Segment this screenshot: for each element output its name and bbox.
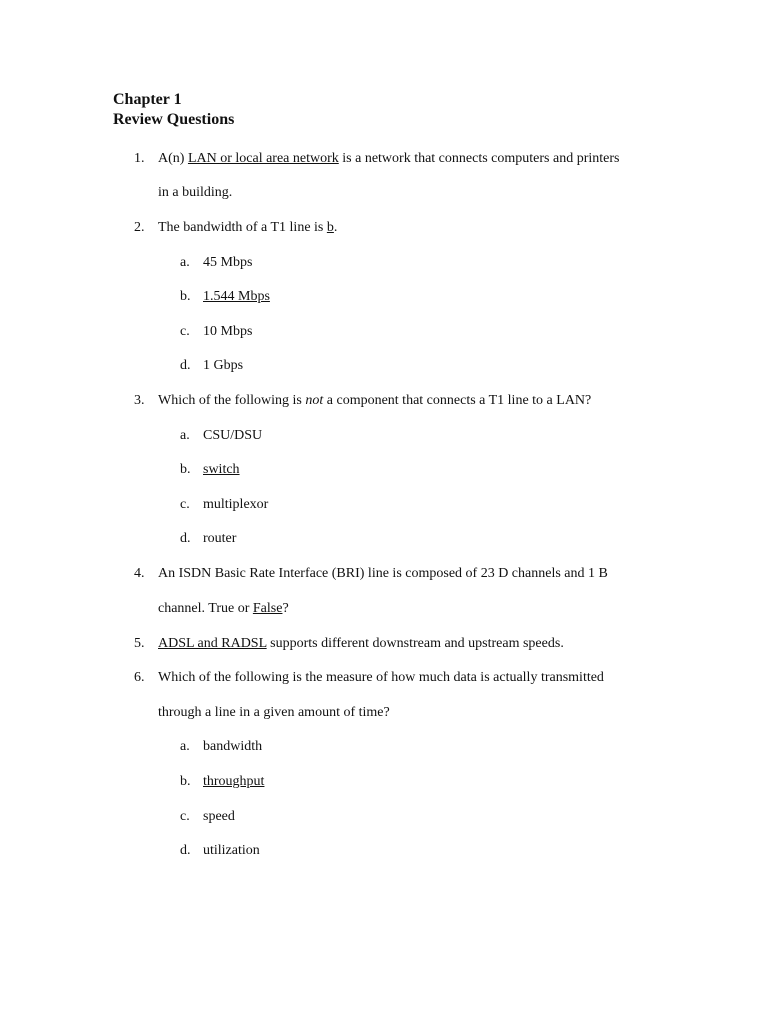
option-letter: a. [180, 739, 190, 754]
question-text: Which of the following is the measure of how much data is actually transmitted [158, 670, 604, 685]
answer-blank: b [326, 220, 334, 235]
question-text-continuation: in a building. [158, 185, 233, 200]
option-letter: c. [180, 497, 190, 512]
option-text-correct: switch [203, 462, 240, 477]
question-text-segment: . [333, 220, 338, 235]
question-text-continuation [158, 601, 289, 617]
question-text-segment: channel. True or [158, 601, 253, 616]
question-text [158, 151, 619, 167]
question-text [158, 393, 591, 409]
option-text-correct: throughput [203, 774, 265, 789]
question-text-segment: A(n) [158, 151, 188, 166]
question-number: 1. [134, 151, 145, 166]
question-text-segment: Which of the following is [158, 393, 306, 408]
answer-blank: False [252, 601, 283, 616]
option-text: utilization [203, 843, 260, 858]
question-number: 5. [134, 636, 145, 651]
option-letter: c. [180, 324, 190, 339]
question-number: 6. [134, 670, 145, 685]
option-letter: a. [180, 255, 190, 270]
question-text-segment: supports different downstream and upstream speeds. [266, 636, 564, 651]
option-text: 10 Mbps [203, 324, 253, 339]
option-letter: d. [180, 531, 191, 546]
option-letter: b. [180, 289, 191, 304]
option-text-correct: 1.544 Mbps [203, 289, 270, 304]
question-number: 2. [134, 220, 145, 235]
emphasis-text: not [305, 393, 324, 408]
option-text: multiplexor [203, 497, 269, 512]
option-text: router [203, 531, 237, 546]
question-number: 3. [134, 393, 145, 408]
option-text: 45 Mbps [203, 255, 253, 270]
option-text: bandwidth [203, 739, 263, 754]
question-number: 4. [134, 566, 145, 581]
question-text [158, 636, 564, 652]
question-text-segment: is a network that connects computers and printers [338, 151, 620, 166]
question-text [158, 220, 337, 236]
option-text: CSU/DSU [203, 428, 263, 443]
question-text-segment: a component that connects a T1 line to a LAN? [323, 393, 592, 408]
option-letter: d. [180, 358, 191, 373]
option-letter: a. [180, 428, 190, 443]
option-letter: c. [180, 809, 190, 824]
question-text-segment: The bandwidth of a T1 line is [158, 220, 327, 235]
answer-blank: ADSL and RADSL [158, 636, 267, 651]
section-heading: Review Questions [113, 111, 235, 128]
question-text: An ISDN Basic Rate Interface (BRI) line is composed of 23 D channels and 1 B [158, 566, 608, 581]
option-letter: d. [180, 843, 191, 858]
option-letter: b. [180, 462, 191, 477]
option-letter: b. [180, 774, 191, 789]
question-text-continuation: through a line in a given amount of time? [158, 705, 390, 720]
chapter-heading: Chapter 1 [113, 91, 182, 108]
question-text-segment: ? [282, 601, 289, 616]
option-text: 1 Gbps [203, 358, 244, 373]
answer-blank: LAN or local area network [187, 151, 339, 166]
option-text: speed [203, 809, 235, 824]
